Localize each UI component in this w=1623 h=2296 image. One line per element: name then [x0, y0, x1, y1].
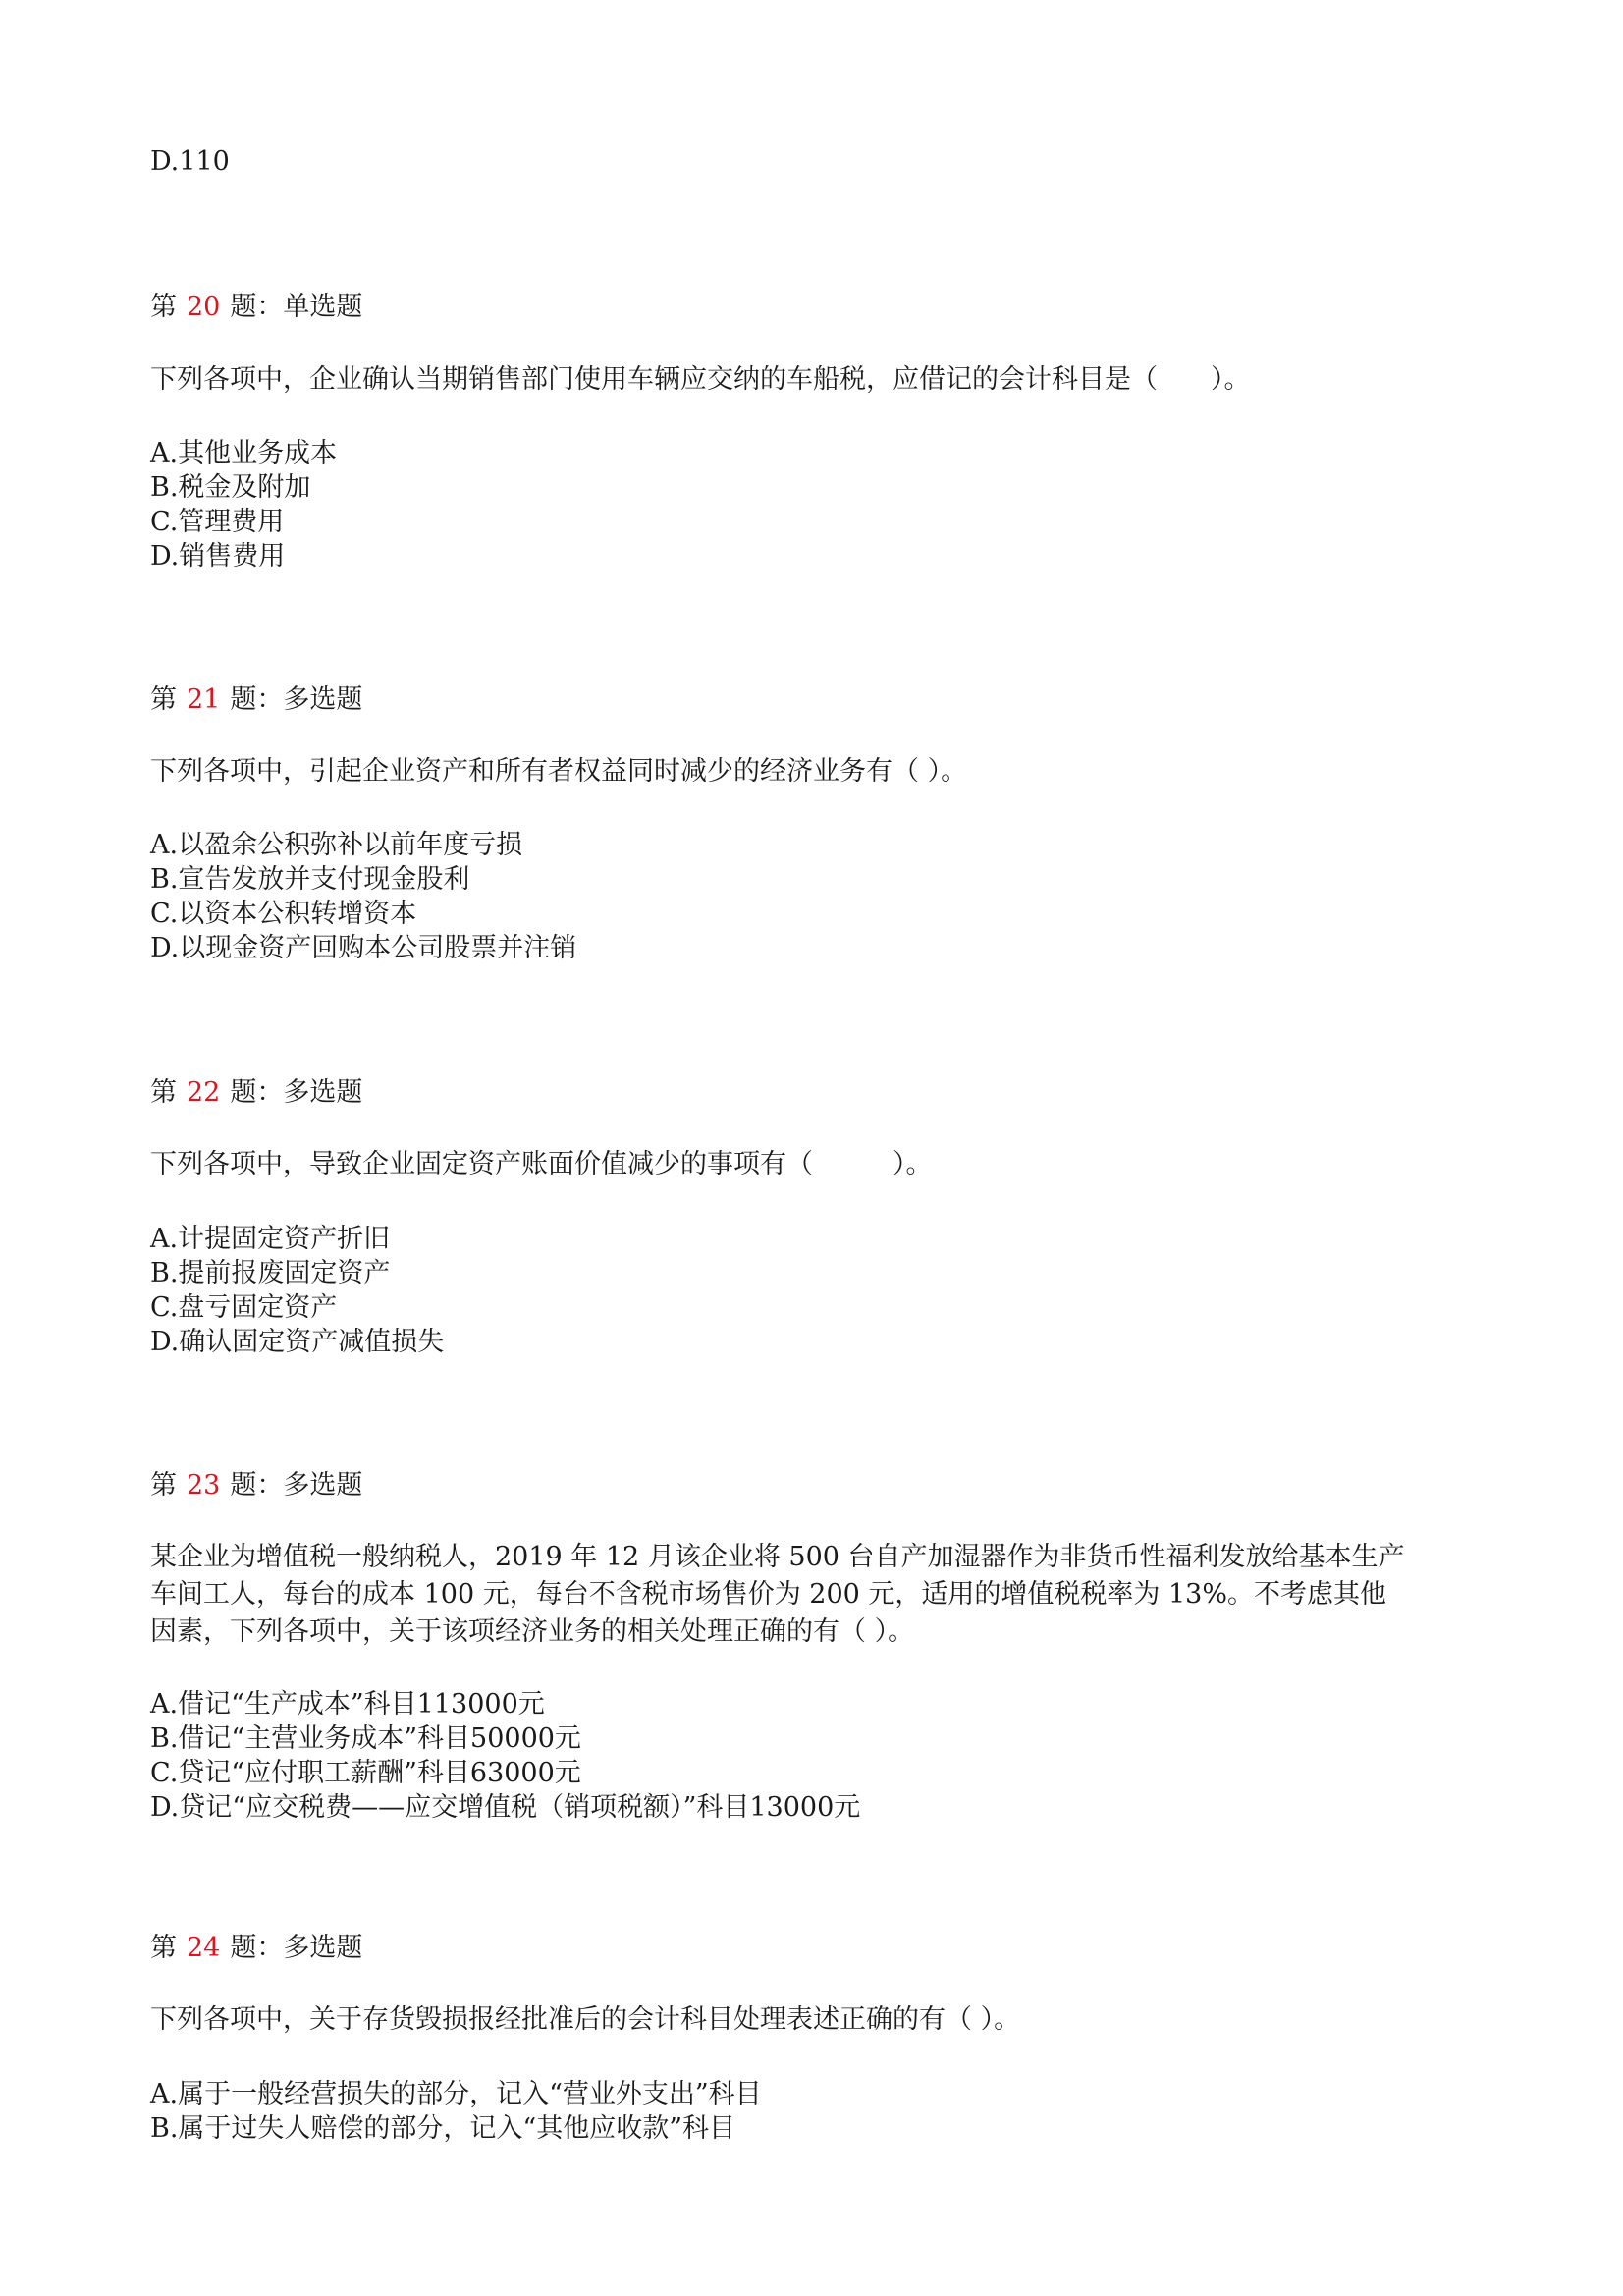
option-b: B.借记“主营业务成本”科目50000元 [150, 1723, 581, 1754]
option-text: D.110 [150, 146, 230, 177]
question-stem-line: 车间工人，每台的成本 100 元，每台不含税市场售价为 200 元，适用的增值税税率为 13%。不考虑其他 [150, 1579, 1386, 1610]
question-number: 23 [187, 1470, 221, 1501]
question-number: 20 [187, 292, 221, 322]
option-b: B.属于过失人赔偿的部分，记入“其他应收款”科目 [150, 2113, 736, 2144]
question-header [150, 1932, 362, 1965]
question-stem: 下列各项中，引起企业资产和所有者权益同时减少的经济业务有（ ）。 [150, 756, 968, 787]
option-a: A.借记“生产成本”科目113000元 [150, 1689, 545, 1720]
option-c: C.以资本公积转增资本 [150, 899, 417, 929]
question-stem [150, 1539, 1486, 1651]
question-number: 22 [187, 1077, 221, 1108]
option-a: A.其他业务成本 [150, 438, 338, 468]
option-b: B.提前报废固定资产 [150, 1258, 391, 1288]
option-b: B.税金及附加 [150, 472, 311, 503]
option-c: C.盘亏固定资产 [150, 1292, 338, 1323]
question-type: 题：多选题 [230, 1933, 363, 1963]
question-prefix: 第 [150, 1077, 177, 1108]
question-stem: 下列各项中，关于存货毁损报经批准后的会计科目处理表述正确的有（ ）。 [150, 2004, 1021, 2035]
question-stem-line: 因素，下列各项中，关于该项经济业务的相关处理正确的有（ ）。 [150, 1616, 915, 1647]
option-a: A.属于一般经营损失的部分，记入“营业外支出”科目 [150, 2079, 762, 2109]
option-d: D.确认固定资产减值损失 [150, 1327, 445, 1357]
question-header [150, 291, 362, 324]
question-number: 21 [187, 684, 221, 715]
option-a: A.计提固定资产折旧 [150, 1224, 391, 1254]
option-a: A.以盈余公积弥补以前年度亏损 [150, 830, 523, 860]
question-type: 题：多选题 [230, 684, 363, 715]
question-prefix: 第 [150, 684, 177, 715]
question-prefix: 第 [150, 1470, 177, 1501]
question-prefix: 第 [150, 292, 177, 322]
question-stem: 下列各项中，导致企业固定资产账面价值减少的事项有（ ）。 [150, 1149, 933, 1179]
option-list [150, 2077, 762, 2146]
question-header [150, 1076, 362, 1110]
question-number: 24 [187, 1933, 221, 1963]
question-header [150, 683, 362, 717]
option-list [150, 436, 337, 574]
question-stem: 下列各项中，企业确认当期销售部门使用车辆应交纳的车船税，应借记的会计科目是（ ）。 [150, 364, 1251, 395]
option-list [150, 828, 576, 965]
option-c: C.管理费用 [150, 507, 285, 537]
question-type: 题：单选题 [230, 292, 363, 322]
option-list [150, 1687, 860, 1825]
option-list [150, 1222, 444, 1359]
option-b: B.宣告发放并支付现金股利 [150, 864, 470, 895]
option-c: C.贷记“应付职工薪酬”科目63000元 [150, 1758, 581, 1788]
question-type: 题：多选题 [230, 1077, 363, 1108]
question-type: 题：多选题 [230, 1470, 363, 1501]
question-stem-line: 某企业为增值税一般纳税人，2019 年 12 月该企业将 500 台自产加湿器作为非货币性福利发放给基本生产 [150, 1542, 1405, 1572]
option-d: D.贷记“应交税费——应交增值税（销项税额）”科目13000元 [150, 1792, 861, 1823]
option-d: D.销售费用 [150, 541, 286, 572]
question-prefix: 第 [150, 1933, 177, 1963]
option-d: D.以现金资产回购本公司股票并注销 [150, 933, 577, 963]
question-header [150, 1469, 362, 1503]
